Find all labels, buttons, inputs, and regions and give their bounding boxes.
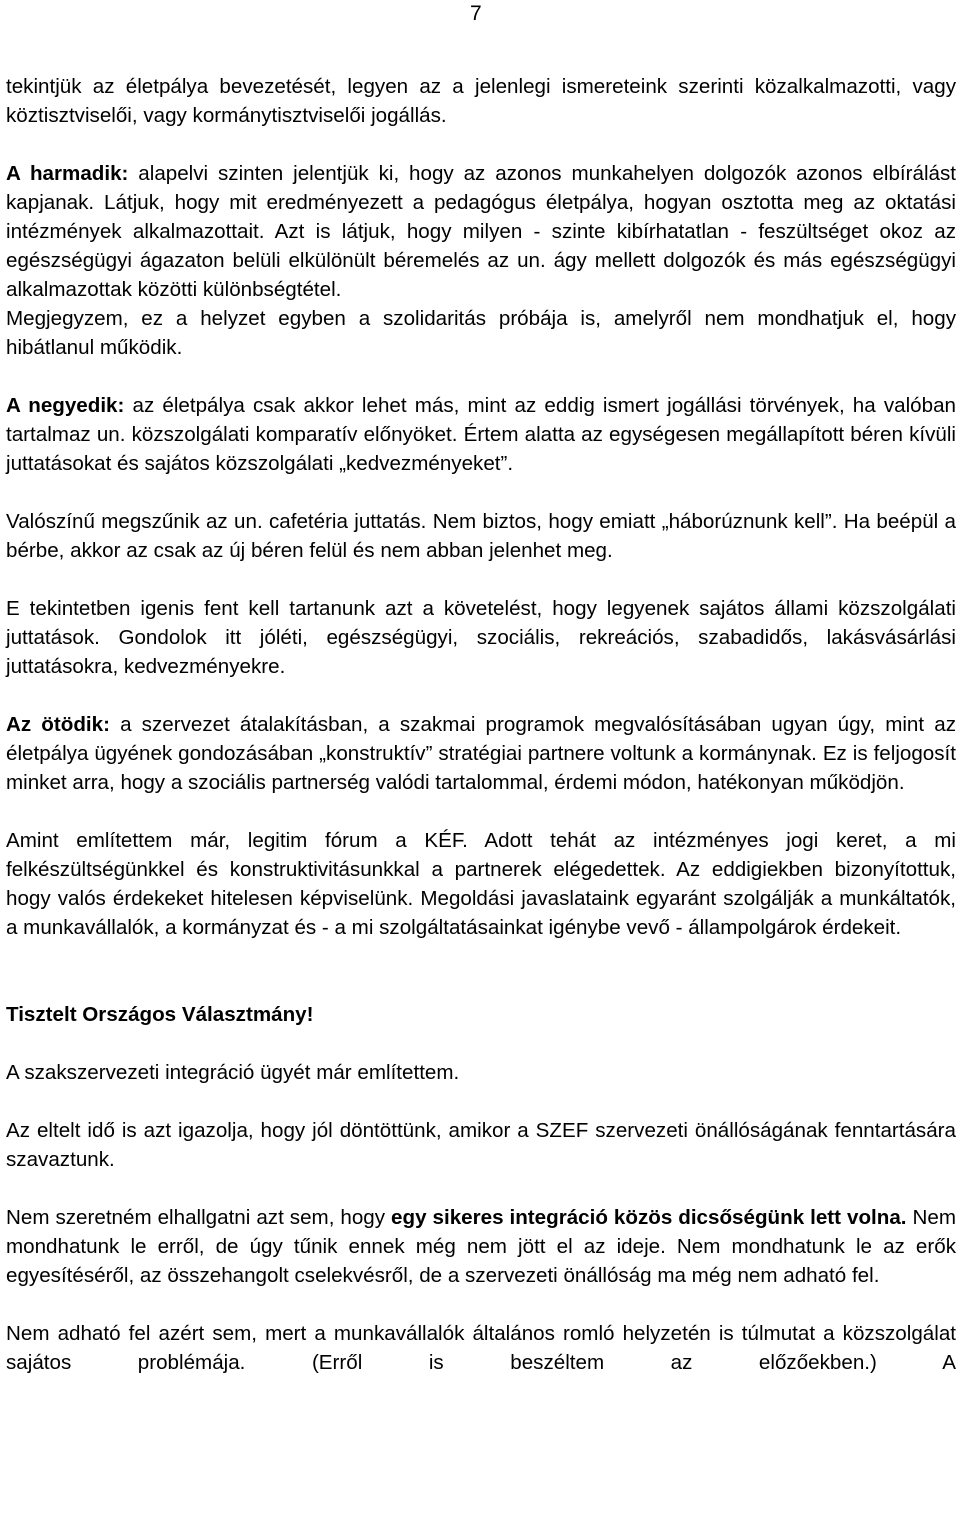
paragraph-integration-mention: A szakszervezeti integráció ügyét már említettem. [6, 1061, 460, 1084]
third-principle-heading: A harmadik: [6, 162, 129, 185]
paragraph-cannot-give-up: Nem adható fel azért sem, mert a munkavállalók általános romló helyzetén is túlmutat a közszolgálat sajátos problémája. (Erről is beszéltem az előzőekben.) A [6, 1322, 956, 1374]
fourth-principle-text: az életpálya csak akkor lehet más, mint az eddig ismert jogállási törvények, ha valóban tartalmaz un. közszolgálati komparatív előnyöket. Értem alatta az egységesen megállapított béren kívüli juttatásokat és sajátos közszolgálati „kedvezményeket”. [6, 394, 956, 475]
paragraph-cafeteria: Valószínű megszűnik az un. cafetéria juttatás. Nem biztos, hogy emiatt „háborúznunk kell”. Ha beépül a bérbe, akkor az csak az új béren felül és nem abban jelenhet meg. [6, 510, 956, 562]
paragraph-fifth-principle [6, 710, 956, 797]
integration-glory-end: Nem mondhatunk le erről, de úgy tűnik ennek még nem jött el az ideje. Nem mondhatunk le az erők egyesítéséről, az összehangolt cselekvésről, de a szervezeti önállóság ma még nem adható fel. [6, 1206, 956, 1287]
paragraph-integration-glory [6, 1203, 956, 1290]
fourth-principle-heading: A negyedik: [6, 394, 125, 417]
paragraph-szef-independence: Az eltelt idő is azt igazolja, hogy jól döntöttünk, amikor a SZEF szervezeti önállóságának fenntartására szavaztunk. [6, 1119, 956, 1171]
page-number: 7 [470, 2, 482, 25]
salutation-heading: Tisztelt Országos Választmány! [6, 1003, 314, 1026]
third-principle-text: alapelvi szinten jelentjük ki, hogy az azonos munkahelyen dolgozók azonos elbírálást kapjanak. Látjuk, hogy mit eredményezett a pedagógus életpálya, hogyan osztotta meg az oktatási intézmények alkalmazottait. Azt is látjuk, hogy milyen - szinte kibírhatatlan - feszültséget okoz az egészségügyi ágazaton belüli elkülönült béremelés az un. ágy mellett dolgozók és más egészségügyi alkalmazottak közötti különbségtétel. [6, 162, 957, 301]
document-body [6, 72, 956, 1377]
paragraph-solidarity-note: Megjegyzem, ez a helyzet egyben a szolidaritás próbája is, amelyről nem mondhatjuk el, hogy hibátlanul működik. [6, 307, 956, 359]
integration-glory-emphasis: egy sikeres integráció közös dicsőségünk lett volna. [391, 1206, 907, 1229]
paragraph-kef-forum: Amint említettem már, legitim fórum a KÉF. Adott tehát az intézményes jogi keret, a mi felkészültségünkkel és konstruktivitásunkkal a partnerek elégedettek. Az eddigiekben bizonyítottuk, hogy valós érdekeket hitelesen képviselünk. Megoldási javaslataink egyaránt szolgálják a munkáltatók, a munkavállalók, a kormányzat és - a mi szolgáltatásainkat igénybe vevő - állampolgárok érdekeit. [6, 829, 956, 939]
integration-glory-start: Nem szeretném elhallgatni azt sem, hogy [6, 1206, 392, 1229]
paragraph-fourth-principle [6, 391, 956, 478]
paragraph-third-principle [6, 159, 956, 304]
fifth-principle-heading: Az ötödik: [6, 713, 110, 736]
paragraph-intro: tekintjük az életpálya bevezetését, legyen az a jelenlegi ismereteink szerinti közalkalmazotti, vagy köztisztviselői, vagy kormánytisztviselői jogállás. [6, 75, 956, 127]
paragraph-public-service-benefits: E tekintetben igenis fent kell tartanunk azt a követelést, hogy legyenek sajátos állami közszolgálati juttatások. Gondolok itt jóléti, egészségügyi, szociális, rekreációs, szabadidős, lakásvásárlási juttatásokra, kedvezményekre. [6, 597, 956, 678]
fifth-principle-text: a szervezet átalakításban, a szakmai programok megvalósításában ugyan úgy, mint az életpálya ügyének gondozásában „konstruktív” stratégiai partnere voltunk a kormánynak. Ez is feljogosít minket arra, hogy a szociális partnerség valódi tartalommal, érdemi módon, hatékonyan működjön. [6, 713, 956, 794]
